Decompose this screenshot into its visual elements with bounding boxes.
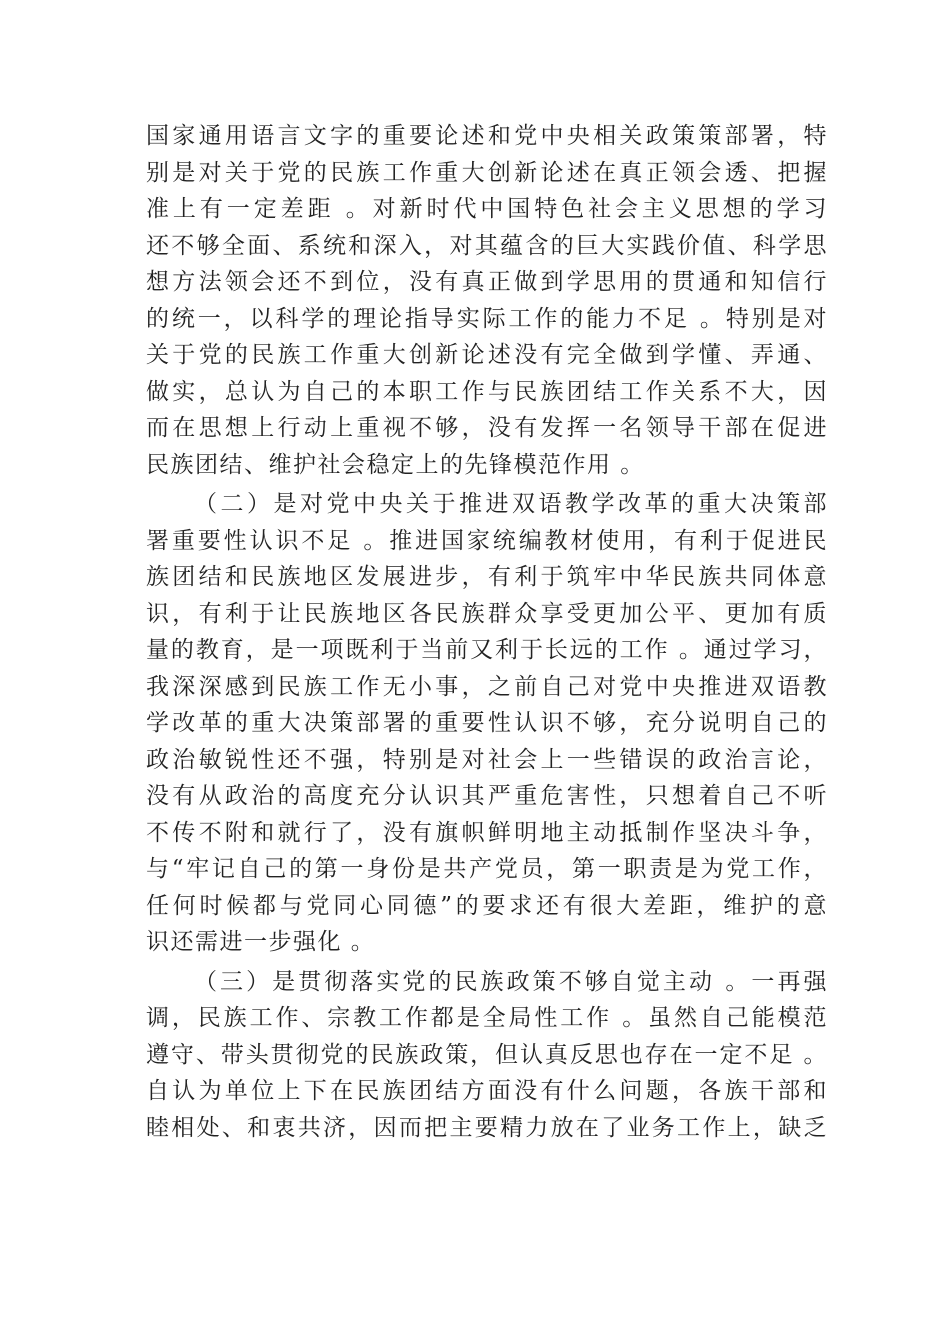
text-line: 量的教育，是一项既利于当前又利于长远的工作 。通过学习， — [146, 637, 828, 663]
text-line: 与“牢记自己的第一身份是共产党员，第一职责是为党工作， — [146, 856, 828, 882]
text-line: 的统一，以科学的理论指导实际工作的能力不足 。特别是对 — [146, 305, 828, 332]
text-line: 想方法领会还不到位，没有真正做到学思用的贯通和知信行 — [146, 269, 828, 295]
text-line: （三）是贯彻落实党的民族政策不够自觉主动 。一再强 — [194, 968, 828, 995]
text-line: 国家通用语言文字的重要论述和党中央相关政策策部署，特 — [146, 123, 828, 149]
text-line: 识还需进一步强化 。 — [146, 929, 376, 955]
text-line: 族团结和民族地区发展进步，有利于筑牢中华民族共同体意 — [146, 564, 828, 590]
text-line: 民族团结、维护社会稳定上的先锋模范作用 。 — [146, 451, 645, 478]
text-line: 署重要性认识不足 。推进国家统编教材使用，有利于促进民 — [146, 527, 828, 554]
paragraph-1 — [146, 118, 828, 483]
text-line: 别是对关于党的民族工作重大创新论述在真正领会透、把握 — [146, 159, 828, 186]
text-line: 还不够全面、系统和深入，对其蕴含的巨大实践价值、科学思 — [146, 232, 828, 259]
text-line: 不传不附和就行了，没有旗帜鲜明地主动抵制作坚决斗争， — [146, 819, 828, 846]
text-line: 没有从政治的高度充分认识其严重危害性，只想着自己不听 — [146, 783, 828, 809]
text-line: 调，民族工作、宗教工作都是全局性工作 。虽然自己能模范 — [146, 1005, 828, 1031]
text-line: 而在思想上行动上重视不够，没有发挥一名领导干部在促进 — [146, 415, 828, 441]
paragraph-3 — [146, 964, 828, 1147]
text-line: 自认为单位上下在民族团结方面没有什么问题，各族干部和 — [146, 1078, 828, 1104]
text-line: 关于党的民族工作重大创新论述没有完全做到学懂、弄通、 — [146, 342, 828, 368]
text-line: 我深深感到民族工作无小事，之前自己对党中央推进双语教 — [146, 673, 828, 700]
text-line: 做实，总认为自己的本职工作与民族团结工作关系不大，因 — [146, 378, 828, 405]
text-line: 任何时候都与党同心同德”的要求还有很大差距，维护的意 — [146, 892, 828, 919]
paragraph-2 — [146, 486, 828, 961]
text-line: （二）是对党中央关于推进双语教学改革的重大决策部 — [194, 491, 828, 517]
text-line: 准上有一定差距 。对新时代中国特色社会主义思想的学习 — [146, 196, 828, 222]
text-line: 识，有利于让民族地区各民族群众享受更加公平、更加有质 — [146, 600, 828, 627]
text-line: 政治敏锐性还不强，特别是对社会上一些错误的政治言论， — [146, 746, 828, 773]
text-line: 睦相处、和衷共济，因而把主要精力放在了业务工作上，缺乏 — [146, 1114, 828, 1141]
body-text — [146, 118, 828, 1146]
text-line: 学改革的重大决策部署的重要性认识不够，充分说明自己的 — [146, 710, 828, 736]
text-line: 遵守、带头贯彻党的民族政策，但认真反思也存在一定不足 。 — [146, 1041, 828, 1068]
